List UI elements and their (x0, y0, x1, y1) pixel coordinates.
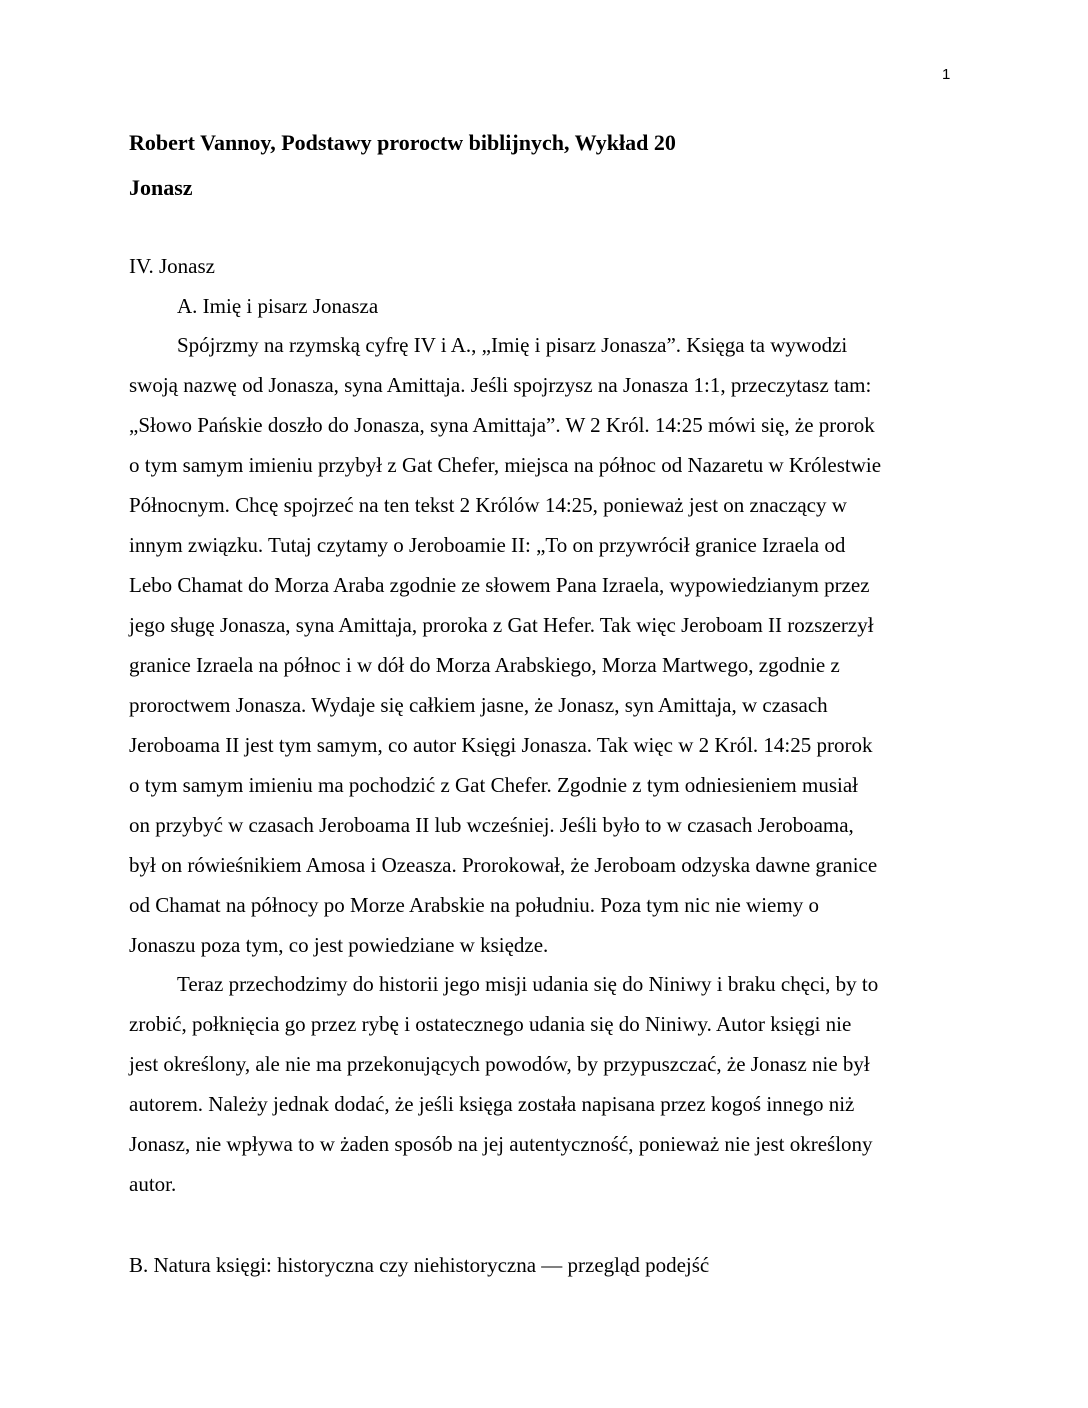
page-number: 1 (942, 66, 951, 83)
paragraph-line: zrobić, połknięcia go przez rybę i ostatecznego udania się do Niniwy. Autor księgi nie (129, 1012, 852, 1036)
section-a-heading: A. Imię i pisarz Jonasza (177, 294, 379, 318)
paragraph-line: Teraz przechodzimy do historii jego misji udania się do Niniwy i braku chęci, by to (177, 972, 879, 996)
paragraph-2-block (129, 964, 961, 1204)
paragraph-line: autor. (129, 1172, 177, 1196)
paragraph-line: Jeroboama II jest tym samym, co autor Księgi Jonasza. Tak więc w 2 Król. 14:25 prorok (129, 733, 873, 757)
paragraph-line: innym związku. Tutaj czytamy o Jeroboamie II: „To on przywrócił granice Izraela od (129, 533, 846, 557)
paragraph-line: był on rówieśnikiem Amosa i Ozeasza. Prorokował, że Jeroboam odzyska dawne granice (129, 853, 878, 877)
paragraph-line: Jonasz, nie wpływa to w żaden sposób na jej autentyczność, ponieważ nie jest określony (129, 1132, 873, 1156)
paragraph-line: od Chamat na północy po Morze Arabskie na południu. Poza tym nic nie wiemy o (129, 893, 819, 917)
paragraph-line: proroctwem Jonasza. Wydaje się całkiem jasne, że Jonasz, syn Amittaja, w czasach (129, 693, 828, 717)
paragraph-line: Spójrzmy na rzymską cyfrę IV i A., „Imię i pisarz Jonasza”. Księga ta wywodzi (177, 333, 848, 357)
paragraph-1-block (129, 325, 961, 965)
paragraph-line: Lebo Chamat do Morza Araba zgodnie ze słowem Pana Izraela, wypowiedzianym przez (129, 573, 870, 597)
document-subtitle: Jonasz (129, 175, 193, 200)
paragraph-line: granice Izraela na północ i w dół do Morza Arabskiego, Morza Martwego, zgodnie z (129, 653, 840, 677)
paragraph-line: swoją nazwę od Jonasza, syna Amittaja. Jeśli spojrzysz na Jonasza 1:1, przeczytasz tam: (129, 373, 872, 397)
paragraph-line: o tym samym imieniu ma pochodzić z Gat Chefer. Zgodnie z tym odniesieniem musiał (129, 773, 859, 797)
section-iv-heading: IV. Jonasz (129, 254, 215, 278)
paragraph-1 (129, 325, 961, 965)
paragraph-line: „Słowo Pańskie doszło do Jonasza, syna Amittaja”. W 2 Król. 14:25 mówi się, że prorok (129, 413, 875, 437)
paragraph-line: Jonaszu poza tym, co jest powiedziane w księdze. (129, 933, 549, 957)
paragraph-line: jego sługę Jonasza, syna Amittaja, proroka z Gat Hefer. Tak więc Jeroboam II rozszerzył (129, 613, 874, 637)
paragraph-line: Północnym. Chcę spojrzeć na ten tekst 2 Królów 14:25, ponieważ jest on znaczący w (129, 493, 847, 517)
section-b-heading: B. Natura księgi: historyczna czy niehistoryczna — przegląd podejść (129, 1253, 710, 1277)
paragraph-2 (129, 964, 961, 1204)
paragraph-line: o tym samym imieniu przybył z Gat Chefer, miejsca na północ od Nazaretu w Królestwie (129, 453, 882, 477)
paragraph-line: autorem. Należy jednak dodać, że jeśli księga została napisana przez kogoś innego niż (129, 1092, 855, 1116)
paragraph-line: jest określony, ale nie ma przekonujących powodów, by przypuszczać, że Jonasz nie był (129, 1052, 870, 1076)
paragraph-line: on przybyć w czasach Jeroboama II lub wcześniej. Jeśli było to w czasach Jeroboama, (129, 813, 854, 837)
document-title: Robert Vannoy, Podstawy proroctw biblijnych, Wykład 20 (129, 130, 676, 155)
